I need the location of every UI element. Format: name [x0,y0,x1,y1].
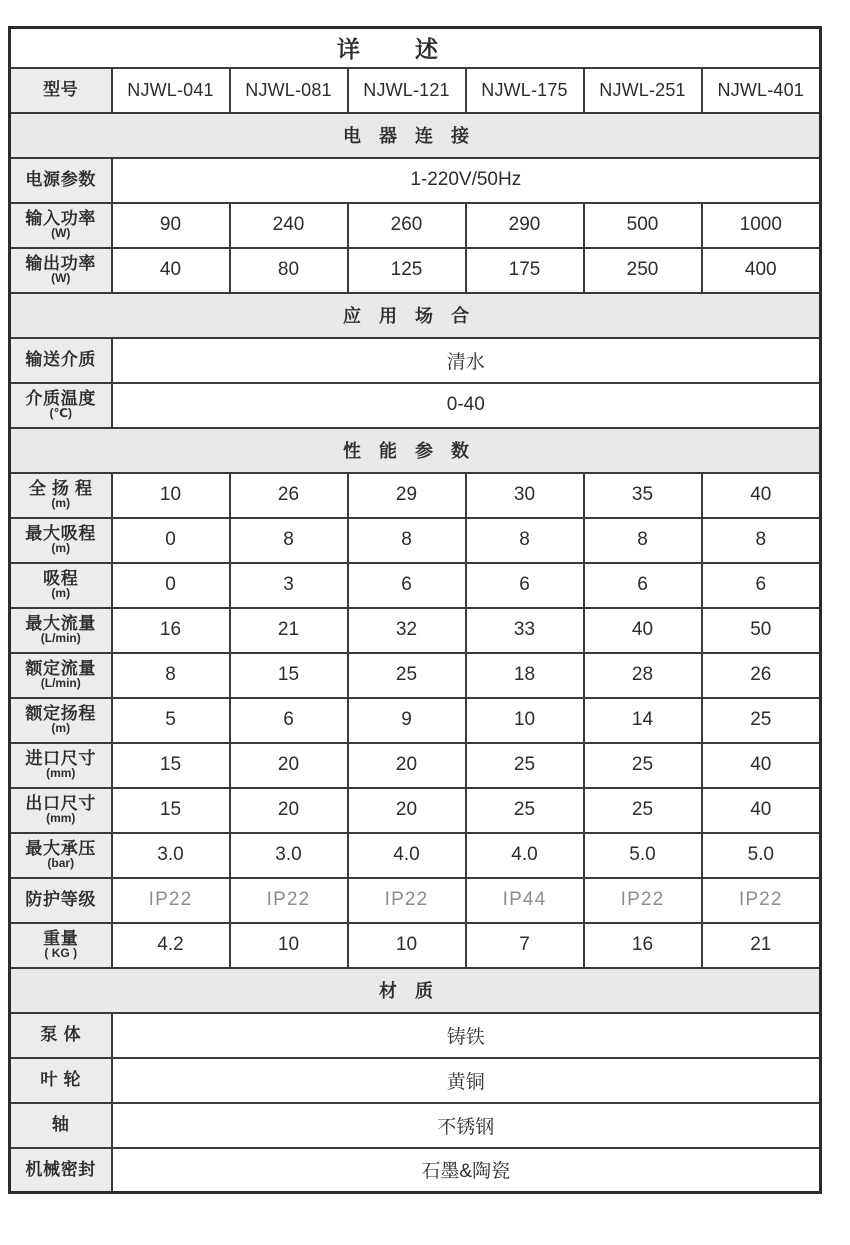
value-cell: 8 [230,518,348,563]
value-cell: 25 [466,743,584,788]
value-cell: 25 [466,788,584,833]
value-cell: 260 [348,203,466,248]
row-label-cell [10,338,112,383]
value-cell: 29 [348,473,466,518]
value-cell: 15 [112,788,230,833]
value-cell: 10 [466,698,584,743]
table-row [10,518,821,563]
row-unit: (m) [51,496,71,511]
row-label-cell [10,473,112,518]
row-unit: (W) [51,226,71,241]
table-row [10,473,821,518]
value-cell: 21 [230,608,348,653]
value-cell: 20 [348,788,466,833]
row-label-cell [10,878,112,923]
value-cell: 8 [348,518,466,563]
row-label: 额定流量 [25,659,97,679]
merged-value-cell: 石墨&陶瓷 [112,1148,821,1193]
section-header-row [10,428,821,473]
row-unit: (m) [51,721,71,736]
row-unit: (W) [51,271,71,286]
table-row [10,788,821,833]
value-cell: IP22 [702,878,821,923]
value-cell: 20 [230,788,348,833]
table-row [10,203,821,248]
row-label: 进口尺寸 [25,749,97,769]
row-label: 防护等级 [25,890,97,910]
value-cell: 25 [584,743,702,788]
value-cell: 21 [702,923,821,968]
value-cell: 8 [112,653,230,698]
value-cell: 16 [112,608,230,653]
table-row [10,608,821,653]
value-cell: 15 [230,653,348,698]
value-cell: 8 [584,518,702,563]
value-cell: 40 [702,473,821,518]
row-label: 最大承压 [25,839,97,859]
value-cell: 3 [230,563,348,608]
value-cell: 90 [112,203,230,248]
value-cell: 33 [466,608,584,653]
table-row [10,1013,821,1058]
value-cell: 25 [702,698,821,743]
model-name-cell: NJWL-175 [466,68,584,113]
value-cell: 9 [348,698,466,743]
row-unit: (mm) [46,766,76,781]
value-cell: 14 [584,698,702,743]
value-cell: 18 [466,653,584,698]
table-row [10,158,821,203]
section-header: 性能参数 [10,428,821,473]
value-cell: IP22 [230,878,348,923]
value-cell: 30 [466,473,584,518]
model-name-cell: NJWL-121 [348,68,466,113]
row-label-cell [10,923,112,968]
value-cell: 10 [112,473,230,518]
value-cell: 6 [584,563,702,608]
row-unit: (bar) [47,856,75,871]
value-cell: 1000 [702,203,821,248]
section-header: 电器连接 [10,113,821,158]
model-name-cell: NJWL-251 [584,68,702,113]
row-label: 输出功率 [25,254,97,274]
row-label: 轴 [51,1115,70,1135]
row-label-cell [10,248,112,293]
table-row [10,878,821,923]
value-cell: 15 [112,743,230,788]
value-cell: 3.0 [112,833,230,878]
row-label: 最大流量 [25,614,97,634]
row-label-cell [10,1103,112,1148]
value-cell: 50 [702,608,821,653]
row-label-cell [10,158,112,203]
value-cell: 6 [702,563,821,608]
spec-sheet [8,26,822,1194]
merged-value-cell: 不锈钢 [112,1103,821,1148]
row-label: 吸程 [43,569,79,589]
value-cell: 26 [702,653,821,698]
model-name-cell: NJWL-081 [230,68,348,113]
value-cell: 250 [584,248,702,293]
value-cell: 175 [466,248,584,293]
value-cell: 8 [702,518,821,563]
value-cell: 6 [230,698,348,743]
table-row [10,563,821,608]
value-cell: 125 [348,248,466,293]
value-cell: 40 [584,608,702,653]
row-label-cell [10,1148,112,1193]
value-cell: 0 [112,518,230,563]
value-cell: 5.0 [584,833,702,878]
value-cell: 40 [112,248,230,293]
row-unit: (L/min) [40,631,81,646]
table-row [10,1103,821,1148]
merged-value-cell: 铸铁 [112,1013,821,1058]
row-label-cell [10,383,112,428]
row-label: 介质温度 [25,389,97,409]
value-cell: 290 [466,203,584,248]
row-label-cell [10,788,112,833]
value-cell: 10 [230,923,348,968]
merged-value-cell: 清水 [112,338,821,383]
section-header: 应用场合 [10,293,821,338]
row-label: 额定扬程 [25,704,97,724]
merged-value-cell: 黄铜 [112,1058,821,1103]
row-label-cell [10,518,112,563]
value-cell: 40 [702,788,821,833]
row-unit: (L/min) [40,676,81,691]
value-cell: 4.0 [466,833,584,878]
row-label: 最大吸程 [25,524,97,544]
row-label: 重量 [43,929,79,949]
table-row [10,923,821,968]
value-cell: 5 [112,698,230,743]
section-header-row [10,293,821,338]
value-cell: IP22 [112,878,230,923]
value-cell: 4.2 [112,923,230,968]
value-cell: 20 [348,743,466,788]
value-cell: 20 [230,743,348,788]
value-cell: 25 [348,653,466,698]
table-row [10,338,821,383]
value-cell: 6 [466,563,584,608]
value-cell: 400 [702,248,821,293]
table-row [10,1148,821,1193]
table-row [10,743,821,788]
model-row [10,68,821,113]
value-cell: 7 [466,923,584,968]
row-unit: (m) [51,586,71,601]
value-cell: 28 [584,653,702,698]
row-label: 机械密封 [25,1160,97,1180]
row-unit: (m) [51,541,71,556]
row-label: 叶 轮 [40,1070,82,1090]
row-label: 输入功率 [25,209,97,229]
value-cell: 32 [348,608,466,653]
row-label: 出口尺寸 [25,794,97,814]
row-label-cell [10,698,112,743]
value-cell: IP22 [348,878,466,923]
row-unit: (mm) [46,811,76,826]
value-cell: 16 [584,923,702,968]
value-cell: 8 [466,518,584,563]
row-label-cell [10,1058,112,1103]
row-label: 全 扬 程 [28,479,93,499]
row-unit: ( KG ) [44,946,78,961]
table-row [10,383,821,428]
row-label-cell [10,563,112,608]
value-cell: IP22 [584,878,702,923]
value-cell: 25 [584,788,702,833]
row-label: 电源参数 [25,170,97,190]
section-header: 材质 [10,968,821,1013]
value-cell: 500 [584,203,702,248]
section-header-row [10,113,821,158]
model-name-cell: NJWL-041 [112,68,230,113]
row-label: 泵 体 [40,1025,82,1045]
title-row [10,28,821,68]
value-cell: 40 [702,743,821,788]
model-name-cell: NJWL-401 [702,68,821,113]
value-cell: 35 [584,473,702,518]
row-unit: (℃) [49,406,73,421]
merged-value-cell: 1-220V/50Hz [112,158,821,203]
section-header-row [10,968,821,1013]
value-cell: 3.0 [230,833,348,878]
table-row [10,653,821,698]
table-row [10,1058,821,1103]
table-row [10,833,821,878]
value-cell: 26 [230,473,348,518]
spec-table [8,26,822,1194]
page-title: 详述 [10,28,821,68]
row-label-cell [10,608,112,653]
value-cell: 6 [348,563,466,608]
row-label-cell [10,203,112,248]
value-cell: 80 [230,248,348,293]
value-cell: 0 [112,563,230,608]
table-row [10,698,821,743]
row-label: 输送介质 [25,350,97,370]
value-cell: 4.0 [348,833,466,878]
row-label-cell [10,833,112,878]
row-label-cell [10,743,112,788]
value-cell: 5.0 [702,833,821,878]
merged-value-cell: 0-40 [112,383,821,428]
value-cell: 10 [348,923,466,968]
table-row [10,248,821,293]
value-cell: IP44 [466,878,584,923]
row-label-cell [10,653,112,698]
value-cell: 240 [230,203,348,248]
row-label-cell [10,1013,112,1058]
model-row-label: 型号 [10,68,112,113]
